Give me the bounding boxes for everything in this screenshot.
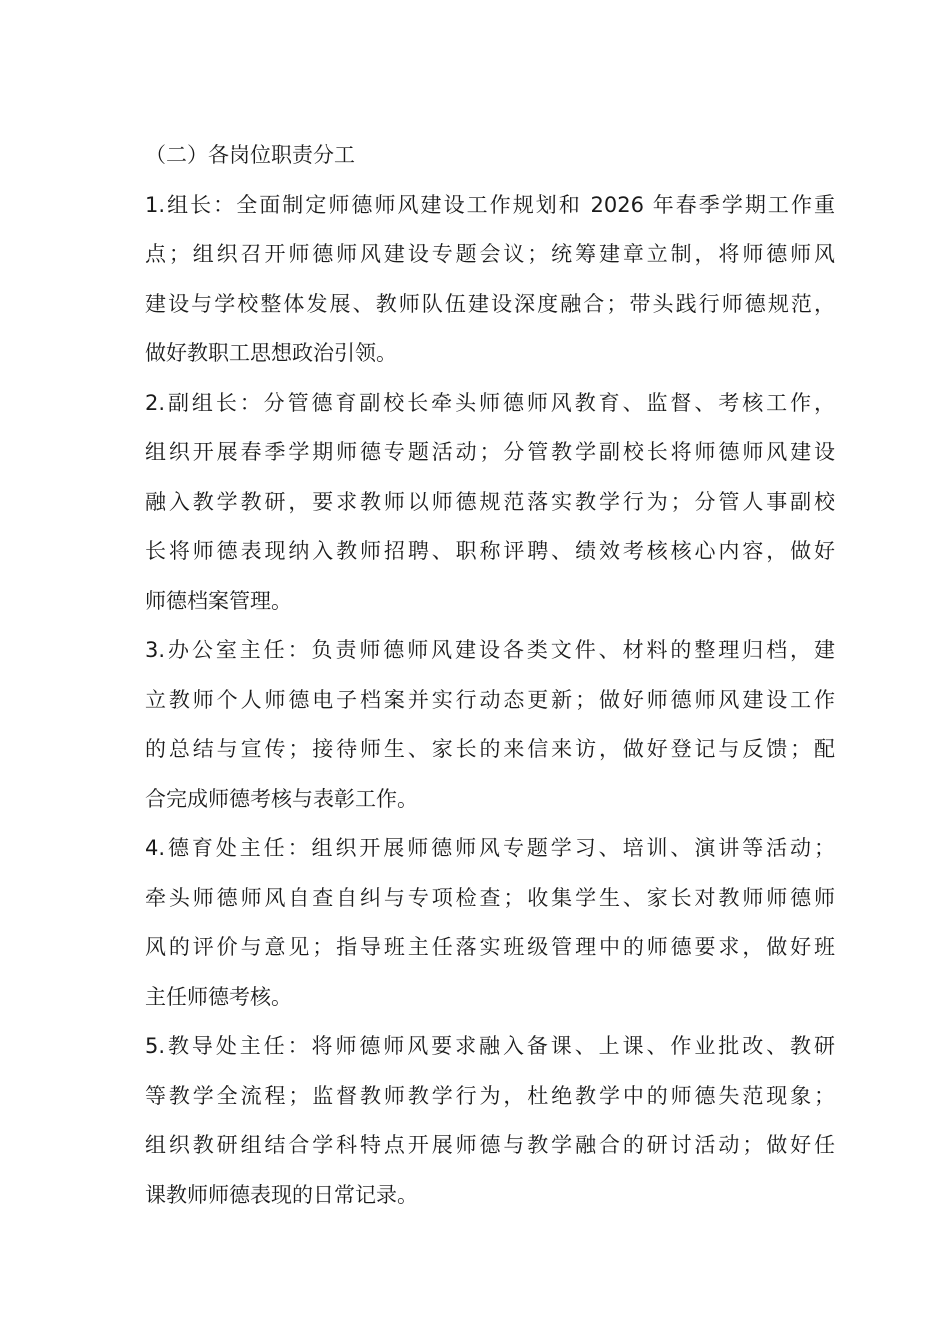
paragraph-line: 做好教职工思想政治引领。 — [145, 341, 397, 365]
paragraph-line: 3.办公室主任：负责师德师风建设各类文件、材料的整理归档，建 — [145, 638, 835, 662]
paragraph-line: 风的评价与意见；指导班主任落实班级管理中的师德要求，做好班 — [145, 935, 835, 959]
paragraph-academic-affairs-director — [145, 1022, 835, 1220]
paragraph-line: 合完成师德考核与表彰工作。 — [145, 786, 418, 811]
section-heading: （二）各岗位职责分工 — [145, 143, 355, 167]
paragraph-group-leader — [145, 181, 835, 379]
paragraph-line: 组织开展春季学期师德专题活动；分管教学副校长将师德师风建设 — [145, 440, 835, 464]
paragraph-moral-education-director — [145, 824, 835, 1022]
paragraph-line: 等教学全流程；监督教师教学行为，杜绝教学中的师德失范现象； — [145, 1083, 835, 1108]
paragraph-line: 牵头师德师风自查自纠与专项检查；收集学生、家长对教师师德师 — [145, 885, 835, 910]
paragraph-line: 2.副组长：分管德育副校长牵头师德师风教育、监督、考核工作， — [145, 390, 835, 415]
paragraph-line: 点；组织召开师德师风建设专题会议；统筹建章立制，将师德师风 — [145, 242, 835, 266]
paragraph-line: 师德档案管理。 — [145, 588, 292, 613]
paragraph-line: 组织教研组结合学科特点开展师德与教学融合的研讨活动；做好任 — [145, 1133, 835, 1157]
paragraph-line: 1.组长：全面制定师德师风建设工作规划和 2026 年春季学期工作重 — [145, 192, 835, 217]
paragraph-line: 课教师师德表现的日常记录。 — [145, 1182, 418, 1207]
paragraph-line: 融入教学教研，要求教师以师德规范落实教学行为；分管人事副校 — [145, 489, 835, 514]
document-body — [145, 131, 835, 1220]
paragraph-line: 4.德育处主任：组织开展师德师风专题学习、培训、演讲等活动； — [145, 836, 835, 860]
paragraph-line: 立教师个人师德电子档案并实行动态更新；做好师德师风建设工作 — [145, 687, 835, 712]
paragraph-line: 5.教导处主任：将师德师风要求融入备课、上课、作业批改、教研 — [145, 1034, 835, 1058]
paragraph-line: 建设与学校整体发展、教师队伍建设深度融合；带头践行师德规范， — [145, 291, 835, 316]
paragraph-line: 主任师德考核。 — [145, 984, 292, 1009]
paragraph-deputy-leader — [145, 379, 835, 627]
paragraph-line: 长将师德表现纳入教师招聘、职称评聘、绩效考核核心内容，做好 — [145, 539, 835, 563]
paragraph-office-director — [145, 626, 835, 824]
paragraph-line: 的总结与宣传；接待师生、家长的来信来访，做好登记与反馈；配 — [145, 737, 835, 761]
